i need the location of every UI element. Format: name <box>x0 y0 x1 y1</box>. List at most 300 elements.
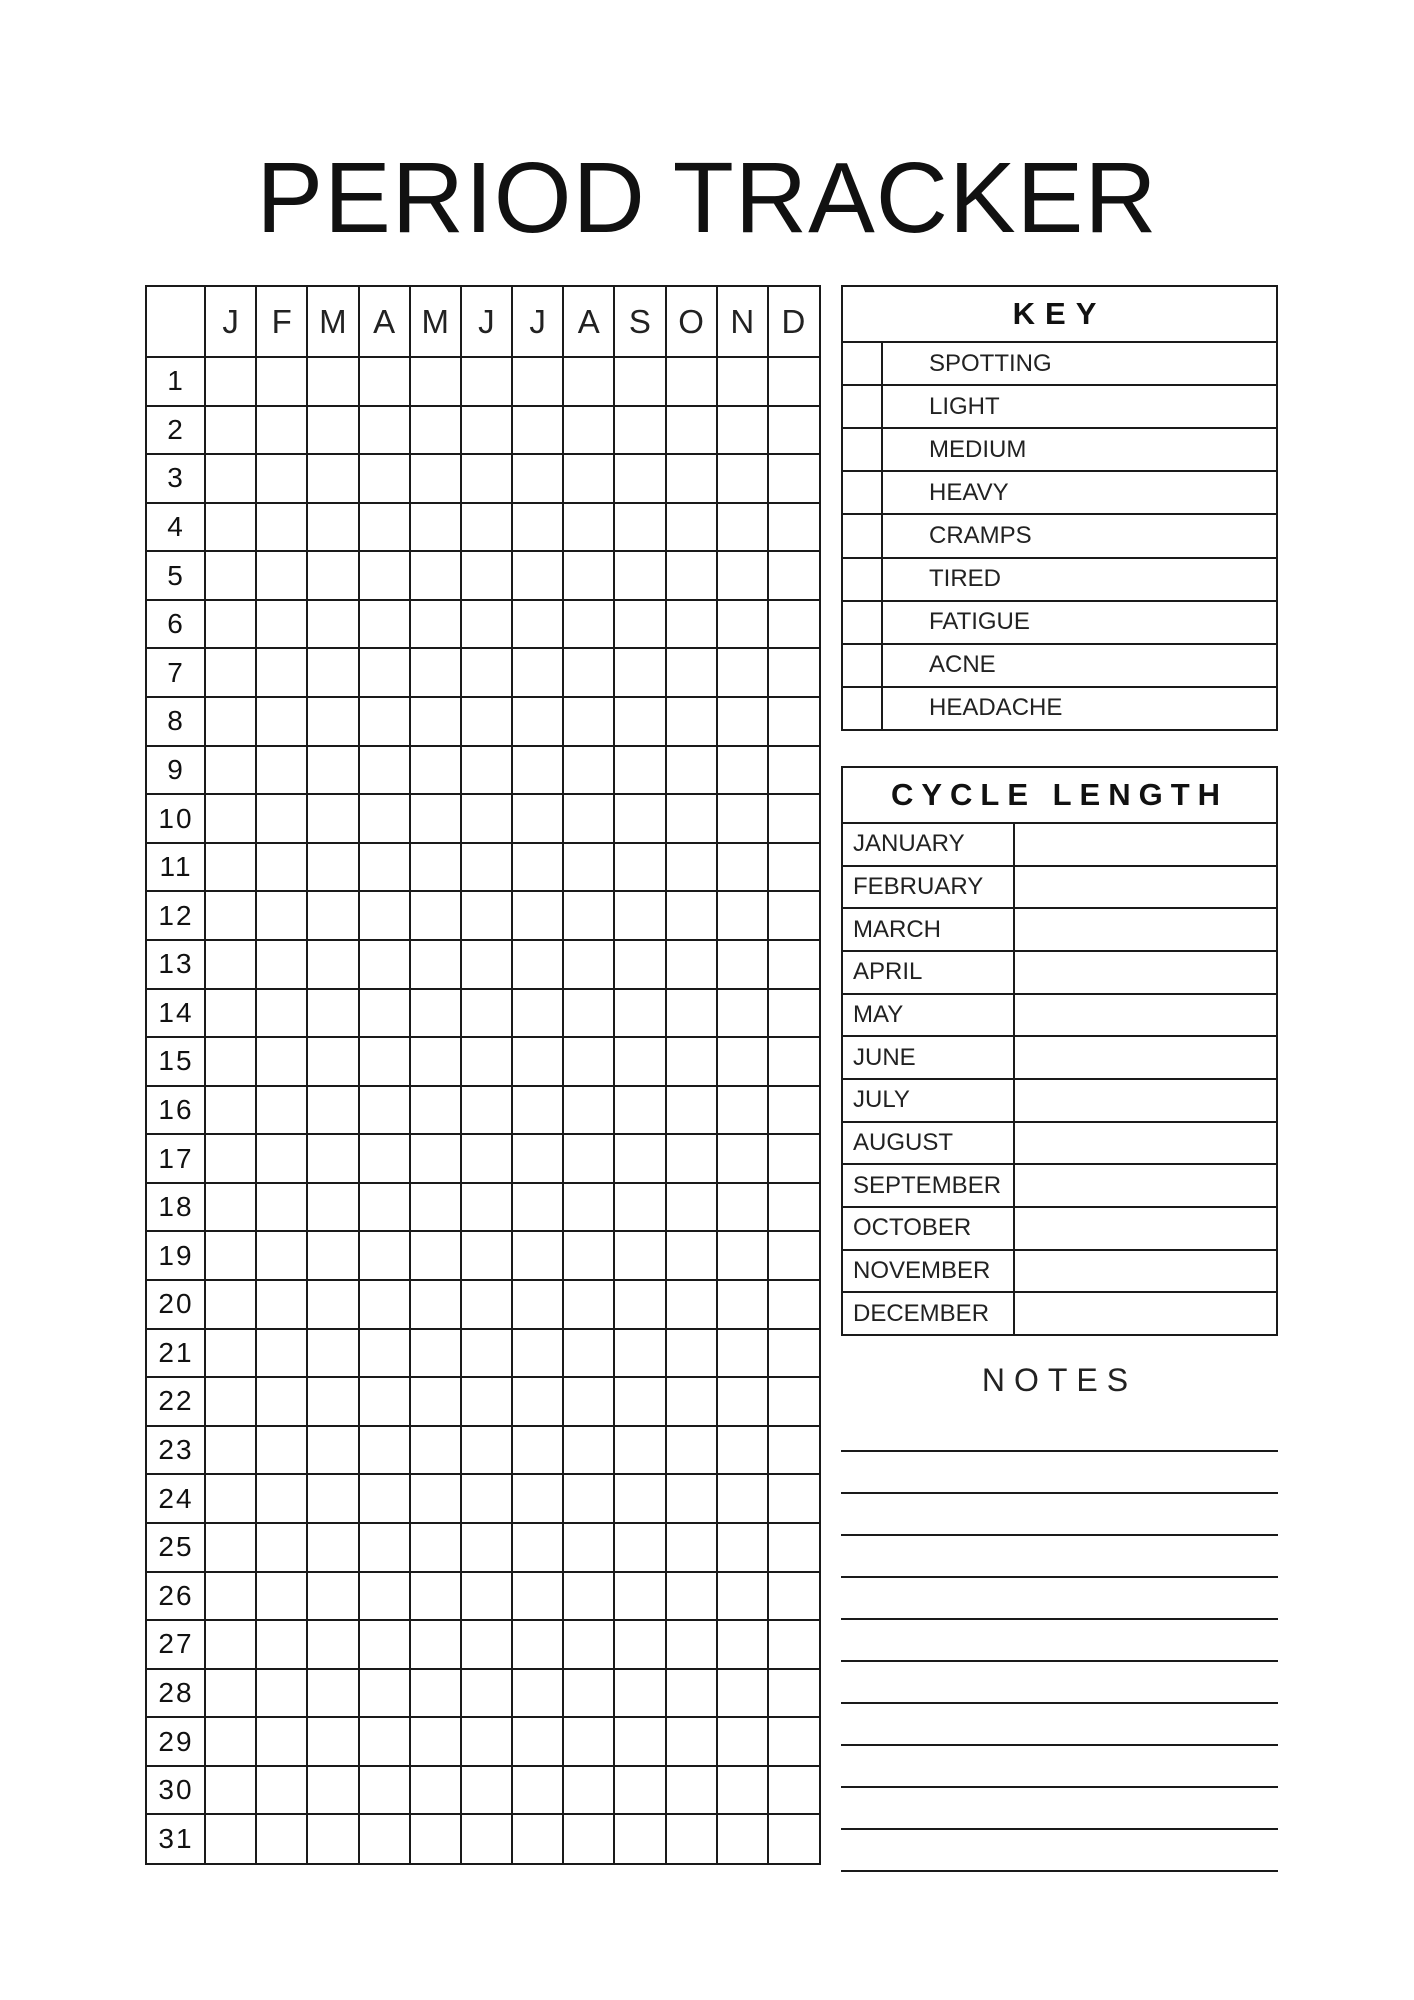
tracker-cell[interactable] <box>307 1620 358 1669</box>
tracker-cell[interactable] <box>768 503 819 552</box>
tracker-cell[interactable] <box>461 551 512 600</box>
tracker-cell[interactable] <box>359 1766 410 1815</box>
tracker-cell[interactable] <box>307 1377 358 1426</box>
tracker-cell[interactable] <box>461 648 512 697</box>
tracker-cell[interactable] <box>461 503 512 552</box>
tracker-cell[interactable] <box>563 1280 614 1329</box>
tracker-cell[interactable] <box>666 989 717 1038</box>
tracker-cell[interactable] <box>666 1231 717 1280</box>
tracker-cell[interactable] <box>614 357 665 406</box>
tracker-cell[interactable] <box>410 503 461 552</box>
tracker-cell[interactable] <box>614 794 665 843</box>
tracker-cell[interactable] <box>717 940 768 989</box>
tracker-cell[interactable] <box>307 697 358 746</box>
tracker-cell[interactable] <box>205 1572 256 1621</box>
tracker-cell[interactable] <box>359 503 410 552</box>
tracker-cell[interactable] <box>205 1280 256 1329</box>
tracker-cell[interactable] <box>205 697 256 746</box>
tracker-cell[interactable] <box>461 1523 512 1572</box>
tracker-cell[interactable] <box>256 1086 307 1135</box>
tracker-cell[interactable] <box>461 1183 512 1232</box>
tracker-cell[interactable] <box>563 843 614 892</box>
tracker-cell[interactable] <box>666 1134 717 1183</box>
tracker-cell[interactable] <box>614 989 665 1038</box>
tracker-cell[interactable] <box>614 940 665 989</box>
tracker-cell[interactable] <box>359 1086 410 1135</box>
tracker-cell[interactable] <box>512 697 563 746</box>
note-line[interactable] <box>841 1492 1278 1494</box>
note-line[interactable] <box>841 1660 1278 1662</box>
tracker-cell[interactable] <box>563 1572 614 1621</box>
tracker-cell[interactable] <box>410 940 461 989</box>
tracker-cell[interactable] <box>717 503 768 552</box>
tracker-cell[interactable] <box>666 1717 717 1766</box>
tracker-cell[interactable] <box>256 940 307 989</box>
tracker-cell[interactable] <box>205 1134 256 1183</box>
tracker-cell[interactable] <box>410 1134 461 1183</box>
tracker-cell[interactable] <box>563 600 614 649</box>
tracker-cell[interactable] <box>410 1280 461 1329</box>
tracker-cell[interactable] <box>256 1620 307 1669</box>
key-swatch-box[interactable] <box>843 429 883 470</box>
tracker-cell[interactable] <box>359 1620 410 1669</box>
tracker-cell[interactable] <box>461 940 512 989</box>
tracker-cell[interactable] <box>614 503 665 552</box>
key-swatch-box[interactable] <box>843 386 883 427</box>
tracker-cell[interactable] <box>461 1717 512 1766</box>
tracker-cell[interactable] <box>563 406 614 455</box>
tracker-cell[interactable] <box>461 1134 512 1183</box>
tracker-cell[interactable] <box>563 697 614 746</box>
tracker-cell[interactable] <box>307 1474 358 1523</box>
tracker-cell[interactable] <box>461 1620 512 1669</box>
tracker-cell[interactable] <box>359 1669 410 1718</box>
tracker-cell[interactable] <box>512 794 563 843</box>
tracker-cell[interactable] <box>410 1766 461 1815</box>
tracker-cell[interactable] <box>717 600 768 649</box>
tracker-cell[interactable] <box>768 1086 819 1135</box>
tracker-cell[interactable] <box>359 1329 410 1378</box>
tracker-cell[interactable] <box>205 1766 256 1815</box>
tracker-cell[interactable] <box>461 1377 512 1426</box>
tracker-cell[interactable] <box>614 1134 665 1183</box>
tracker-cell[interactable] <box>461 891 512 940</box>
tracker-cell[interactable] <box>307 648 358 697</box>
tracker-cell[interactable] <box>359 600 410 649</box>
tracker-cell[interactable] <box>512 357 563 406</box>
tracker-cell[interactable] <box>563 648 614 697</box>
tracker-cell[interactable] <box>359 697 410 746</box>
key-swatch-box[interactable] <box>843 472 883 513</box>
tracker-cell[interactable] <box>512 1814 563 1863</box>
note-line[interactable] <box>841 1744 1278 1746</box>
tracker-cell[interactable] <box>256 891 307 940</box>
note-line[interactable] <box>841 1534 1278 1536</box>
tracker-cell[interactable] <box>666 454 717 503</box>
tracker-cell[interactable] <box>410 1037 461 1086</box>
tracker-cell[interactable] <box>614 1474 665 1523</box>
tracker-cell[interactable] <box>307 1134 358 1183</box>
tracker-cell[interactable] <box>256 551 307 600</box>
tracker-cell[interactable] <box>717 1572 768 1621</box>
tracker-cell[interactable] <box>614 1086 665 1135</box>
tracker-cell[interactable] <box>768 1572 819 1621</box>
tracker-cell[interactable] <box>205 503 256 552</box>
cycle-length-field[interactable] <box>1013 867 1276 908</box>
tracker-cell[interactable] <box>563 551 614 600</box>
tracker-cell[interactable] <box>666 1669 717 1718</box>
tracker-cell[interactable] <box>563 1426 614 1475</box>
tracker-cell[interactable] <box>717 1183 768 1232</box>
tracker-cell[interactable] <box>768 940 819 989</box>
tracker-cell[interactable] <box>614 1523 665 1572</box>
tracker-cell[interactable] <box>359 1231 410 1280</box>
tracker-cell[interactable] <box>614 1572 665 1621</box>
tracker-cell[interactable] <box>614 843 665 892</box>
tracker-cell[interactable] <box>614 1669 665 1718</box>
tracker-cell[interactable] <box>666 1523 717 1572</box>
cycle-length-field[interactable] <box>1013 1037 1276 1078</box>
tracker-cell[interactable] <box>768 697 819 746</box>
tracker-cell[interactable] <box>563 1620 614 1669</box>
tracker-cell[interactable] <box>359 940 410 989</box>
tracker-cell[interactable] <box>205 843 256 892</box>
tracker-cell[interactable] <box>717 843 768 892</box>
tracker-cell[interactable] <box>307 1523 358 1572</box>
tracker-cell[interactable] <box>461 1426 512 1475</box>
tracker-cell[interactable] <box>205 600 256 649</box>
tracker-cell[interactable] <box>461 1669 512 1718</box>
tracker-cell[interactable] <box>717 1766 768 1815</box>
tracker-cell[interactable] <box>307 551 358 600</box>
tracker-cell[interactable] <box>359 1814 410 1863</box>
tracker-cell[interactable] <box>666 843 717 892</box>
tracker-cell[interactable] <box>563 1523 614 1572</box>
tracker-cell[interactable] <box>717 1329 768 1378</box>
tracker-cell[interactable] <box>512 1474 563 1523</box>
tracker-cell[interactable] <box>307 357 358 406</box>
tracker-cell[interactable] <box>461 600 512 649</box>
tracker-cell[interactable] <box>461 1086 512 1135</box>
tracker-cell[interactable] <box>205 1620 256 1669</box>
tracker-cell[interactable] <box>666 1814 717 1863</box>
tracker-cell[interactable] <box>614 1231 665 1280</box>
tracker-cell[interactable] <box>563 891 614 940</box>
tracker-cell[interactable] <box>359 1523 410 1572</box>
tracker-cell[interactable] <box>512 1329 563 1378</box>
tracker-cell[interactable] <box>461 794 512 843</box>
tracker-cell[interactable] <box>717 1037 768 1086</box>
tracker-cell[interactable] <box>614 406 665 455</box>
tracker-cell[interactable] <box>666 406 717 455</box>
tracker-cell[interactable] <box>410 1329 461 1378</box>
tracker-cell[interactable] <box>512 989 563 1038</box>
tracker-cell[interactable] <box>717 891 768 940</box>
tracker-cell[interactable] <box>614 1183 665 1232</box>
tracker-cell[interactable] <box>717 989 768 1038</box>
tracker-cell[interactable] <box>205 1086 256 1135</box>
tracker-cell[interactable] <box>768 551 819 600</box>
tracker-cell[interactable] <box>614 1620 665 1669</box>
tracker-cell[interactable] <box>512 843 563 892</box>
note-line[interactable] <box>841 1786 1278 1788</box>
tracker-cell[interactable] <box>205 1377 256 1426</box>
tracker-cell[interactable] <box>307 1426 358 1475</box>
tracker-cell[interactable] <box>768 989 819 1038</box>
note-line[interactable] <box>841 1618 1278 1620</box>
tracker-cell[interactable] <box>768 1669 819 1718</box>
tracker-cell[interactable] <box>563 1231 614 1280</box>
tracker-cell[interactable] <box>307 891 358 940</box>
note-line[interactable] <box>841 1828 1278 1830</box>
tracker-cell[interactable] <box>307 1037 358 1086</box>
tracker-cell[interactable] <box>410 1426 461 1475</box>
tracker-cell[interactable] <box>717 1620 768 1669</box>
tracker-cell[interactable] <box>717 551 768 600</box>
tracker-cell[interactable] <box>768 1231 819 1280</box>
tracker-cell[interactable] <box>410 891 461 940</box>
tracker-cell[interactable] <box>666 697 717 746</box>
key-swatch-box[interactable] <box>843 688 883 729</box>
tracker-cell[interactable] <box>205 454 256 503</box>
note-line[interactable] <box>841 1576 1278 1578</box>
tracker-cell[interactable] <box>666 1766 717 1815</box>
cycle-length-field[interactable] <box>1013 909 1276 950</box>
tracker-cell[interactable] <box>666 600 717 649</box>
tracker-cell[interactable] <box>410 551 461 600</box>
tracker-cell[interactable] <box>461 406 512 455</box>
tracker-cell[interactable] <box>768 1766 819 1815</box>
tracker-cell[interactable] <box>768 794 819 843</box>
tracker-cell[interactable] <box>359 454 410 503</box>
tracker-cell[interactable] <box>307 600 358 649</box>
tracker-cell[interactable] <box>410 1523 461 1572</box>
tracker-cell[interactable] <box>256 1766 307 1815</box>
tracker-cell[interactable] <box>614 1280 665 1329</box>
tracker-cell[interactable] <box>307 940 358 989</box>
tracker-cell[interactable] <box>410 1086 461 1135</box>
tracker-cell[interactable] <box>256 843 307 892</box>
key-swatch-box[interactable] <box>843 515 883 556</box>
tracker-cell[interactable] <box>666 551 717 600</box>
tracker-cell[interactable] <box>307 454 358 503</box>
tracker-cell[interactable] <box>563 1377 614 1426</box>
tracker-cell[interactable] <box>307 1231 358 1280</box>
tracker-cell[interactable] <box>768 843 819 892</box>
tracker-cell[interactable] <box>512 1377 563 1426</box>
tracker-cell[interactable] <box>205 551 256 600</box>
tracker-cell[interactable] <box>256 1474 307 1523</box>
tracker-cell[interactable] <box>768 1280 819 1329</box>
tracker-cell[interactable] <box>768 648 819 697</box>
tracker-cell[interactable] <box>563 1134 614 1183</box>
tracker-cell[interactable] <box>768 600 819 649</box>
tracker-cell[interactable] <box>359 551 410 600</box>
tracker-cell[interactable] <box>563 1766 614 1815</box>
tracker-cell[interactable] <box>512 551 563 600</box>
tracker-cell[interactable] <box>768 1377 819 1426</box>
tracker-cell[interactable] <box>359 746 410 795</box>
tracker-cell[interactable] <box>512 1183 563 1232</box>
tracker-cell[interactable] <box>717 454 768 503</box>
tracker-cell[interactable] <box>717 1231 768 1280</box>
tracker-cell[interactable] <box>666 794 717 843</box>
tracker-cell[interactable] <box>563 1183 614 1232</box>
tracker-cell[interactable] <box>717 1669 768 1718</box>
tracker-cell[interactable] <box>614 746 665 795</box>
tracker-cell[interactable] <box>410 600 461 649</box>
tracker-cell[interactable] <box>512 503 563 552</box>
tracker-cell[interactable] <box>512 1717 563 1766</box>
tracker-cell[interactable] <box>461 1766 512 1815</box>
tracker-cell[interactable] <box>307 1669 358 1718</box>
key-swatch-box[interactable] <box>843 602 883 643</box>
tracker-cell[interactable] <box>717 1134 768 1183</box>
cycle-length-field[interactable] <box>1013 952 1276 993</box>
tracker-cell[interactable] <box>461 746 512 795</box>
tracker-cell[interactable] <box>256 1329 307 1378</box>
tracker-cell[interactable] <box>563 357 614 406</box>
tracker-cell[interactable] <box>307 1183 358 1232</box>
cycle-length-field[interactable] <box>1013 1165 1276 1206</box>
tracker-cell[interactable] <box>614 891 665 940</box>
note-line[interactable] <box>841 1702 1278 1704</box>
tracker-cell[interactable] <box>563 794 614 843</box>
tracker-cell[interactable] <box>205 1426 256 1475</box>
tracker-cell[interactable] <box>614 1426 665 1475</box>
tracker-cell[interactable] <box>666 1037 717 1086</box>
tracker-cell[interactable] <box>410 357 461 406</box>
tracker-cell[interactable] <box>512 1572 563 1621</box>
tracker-cell[interactable] <box>512 940 563 989</box>
tracker-cell[interactable] <box>666 1426 717 1475</box>
tracker-cell[interactable] <box>717 357 768 406</box>
tracker-cell[interactable] <box>717 794 768 843</box>
tracker-cell[interactable] <box>359 1717 410 1766</box>
tracker-cell[interactable] <box>512 1766 563 1815</box>
tracker-cell[interactable] <box>256 1183 307 1232</box>
tracker-cell[interactable] <box>666 1377 717 1426</box>
tracker-cell[interactable] <box>614 551 665 600</box>
tracker-cell[interactable] <box>512 1231 563 1280</box>
tracker-cell[interactable] <box>666 1474 717 1523</box>
tracker-cell[interactable] <box>512 1523 563 1572</box>
tracker-cell[interactable] <box>614 454 665 503</box>
tracker-cell[interactable] <box>717 1426 768 1475</box>
tracker-cell[interactable] <box>666 1086 717 1135</box>
tracker-cell[interactable] <box>768 1134 819 1183</box>
tracker-cell[interactable] <box>563 989 614 1038</box>
tracker-cell[interactable] <box>717 648 768 697</box>
tracker-cell[interactable] <box>307 503 358 552</box>
tracker-cell[interactable] <box>563 1814 614 1863</box>
tracker-cell[interactable] <box>461 454 512 503</box>
tracker-cell[interactable] <box>307 1717 358 1766</box>
tracker-cell[interactable] <box>410 989 461 1038</box>
tracker-cell[interactable] <box>614 1377 665 1426</box>
tracker-cell[interactable] <box>614 697 665 746</box>
tracker-cell[interactable] <box>205 1037 256 1086</box>
tracker-cell[interactable] <box>461 1231 512 1280</box>
tracker-cell[interactable] <box>768 1426 819 1475</box>
tracker-cell[interactable] <box>359 357 410 406</box>
tracker-cell[interactable] <box>256 1572 307 1621</box>
tracker-cell[interactable] <box>205 940 256 989</box>
tracker-cell[interactable] <box>666 746 717 795</box>
tracker-cell[interactable] <box>307 406 358 455</box>
tracker-cell[interactable] <box>410 406 461 455</box>
tracker-cell[interactable] <box>359 406 410 455</box>
tracker-cell[interactable] <box>256 1426 307 1475</box>
tracker-cell[interactable] <box>666 1183 717 1232</box>
tracker-cell[interactable] <box>359 843 410 892</box>
tracker-cell[interactable] <box>359 1037 410 1086</box>
key-swatch-box[interactable] <box>843 343 883 384</box>
tracker-cell[interactable] <box>512 1086 563 1135</box>
tracker-cell[interactable] <box>666 891 717 940</box>
tracker-cell[interactable] <box>666 1329 717 1378</box>
tracker-cell[interactable] <box>461 989 512 1038</box>
tracker-cell[interactable] <box>205 1669 256 1718</box>
tracker-cell[interactable] <box>768 1620 819 1669</box>
tracker-cell[interactable] <box>717 697 768 746</box>
tracker-cell[interactable] <box>512 1426 563 1475</box>
tracker-cell[interactable] <box>205 1231 256 1280</box>
tracker-cell[interactable] <box>307 1329 358 1378</box>
tracker-cell[interactable] <box>256 357 307 406</box>
tracker-cell[interactable] <box>256 1134 307 1183</box>
tracker-cell[interactable] <box>461 1474 512 1523</box>
tracker-cell[interactable] <box>205 1183 256 1232</box>
tracker-cell[interactable] <box>256 454 307 503</box>
tracker-cell[interactable] <box>359 891 410 940</box>
tracker-cell[interactable] <box>205 406 256 455</box>
tracker-cell[interactable] <box>205 989 256 1038</box>
tracker-cell[interactable] <box>717 1523 768 1572</box>
tracker-cell[interactable] <box>563 1717 614 1766</box>
tracker-cell[interactable] <box>717 1086 768 1135</box>
tracker-cell[interactable] <box>410 746 461 795</box>
tracker-cell[interactable] <box>563 454 614 503</box>
tracker-cell[interactable] <box>614 648 665 697</box>
cycle-length-field[interactable] <box>1013 995 1276 1036</box>
tracker-cell[interactable] <box>666 648 717 697</box>
tracker-cell[interactable] <box>768 1474 819 1523</box>
tracker-cell[interactable] <box>512 1134 563 1183</box>
tracker-cell[interactable] <box>359 648 410 697</box>
tracker-cell[interactable] <box>666 357 717 406</box>
tracker-cell[interactable] <box>256 1669 307 1718</box>
tracker-cell[interactable] <box>205 357 256 406</box>
tracker-cell[interactable] <box>410 1183 461 1232</box>
tracker-cell[interactable] <box>307 1280 358 1329</box>
tracker-cell[interactable] <box>768 1329 819 1378</box>
tracker-cell[interactable] <box>205 1814 256 1863</box>
tracker-cell[interactable] <box>256 794 307 843</box>
tracker-cell[interactable] <box>768 1814 819 1863</box>
tracker-cell[interactable] <box>307 1572 358 1621</box>
tracker-cell[interactable] <box>512 454 563 503</box>
tracker-cell[interactable] <box>307 1814 358 1863</box>
tracker-cell[interactable] <box>563 1086 614 1135</box>
tracker-cell[interactable] <box>205 1717 256 1766</box>
tracker-cell[interactable] <box>768 1183 819 1232</box>
tracker-cell[interactable] <box>205 1474 256 1523</box>
tracker-cell[interactable] <box>205 891 256 940</box>
tracker-cell[interactable] <box>717 1474 768 1523</box>
tracker-cell[interactable] <box>256 697 307 746</box>
tracker-cell[interactable] <box>717 1717 768 1766</box>
